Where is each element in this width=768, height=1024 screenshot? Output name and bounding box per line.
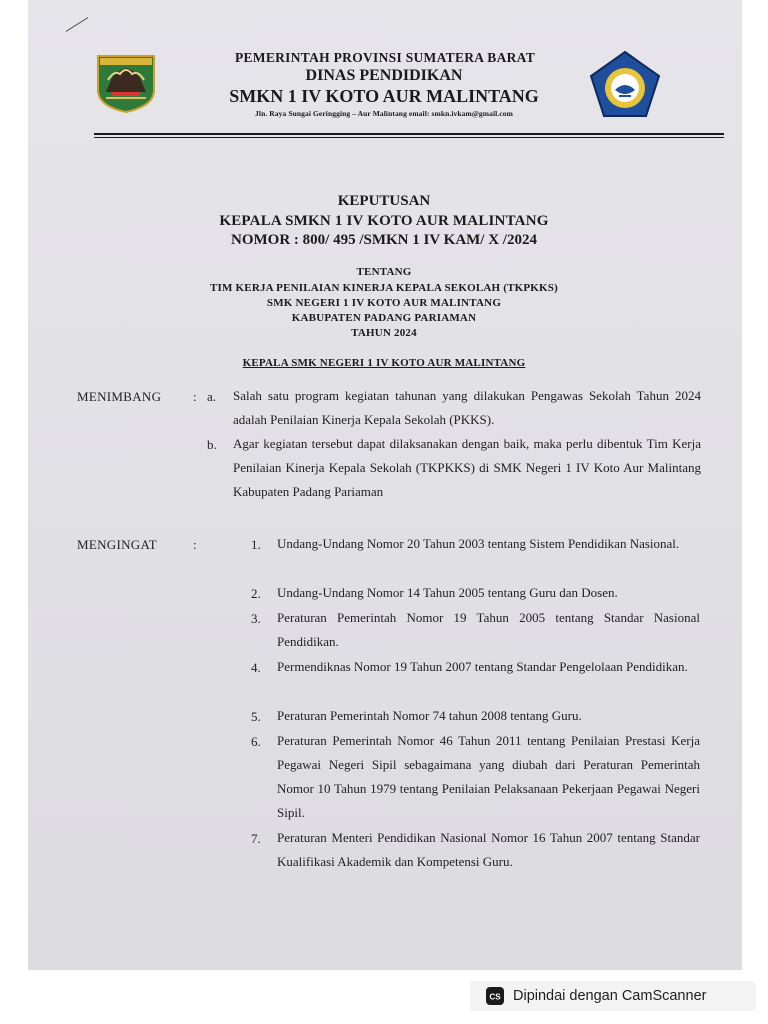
svg-text:CS: CS	[489, 992, 501, 1002]
mengingat-mark-4: 4.	[251, 660, 261, 675]
subject-year: TAHUN 2024	[351, 327, 417, 339]
mengingat-item-3: Peraturan Pemerintah Nomor 19 Tahun 2005 tentang Standar Nasional Pendidikan.	[277, 610, 700, 649]
menimbang-label: MENIMBANG	[77, 389, 162, 404]
letterhead-address: Jln. Raya Sungai Geringging – Aur Malintang email: smkn.ivkam@gmail.com	[255, 109, 513, 118]
letterhead	[0, 50, 768, 118]
mengingat-item-4: Permendiknas Nomor 19 Tahun 2007 tentang Standar Pengelolaan Pendidikan.	[277, 659, 688, 674]
mengingat-mark-7: 7.	[251, 831, 261, 846]
mengingat-item-2: Undang-Undang Nomor 14 Tahun 2005 tentang Guru dan Dosen.	[277, 585, 618, 600]
letterhead-government: PEMERINTAH PROVINSI SUMATERA BARAT	[234, 50, 536, 65]
mengingat-colon: :	[193, 537, 197, 552]
mengingat-item-7: Peraturan Menteri Pendidikan Nasional Nomor 16 Tahun 2007 tentang Standar Kualifikasi Akademik dan Kompetensi Guru.	[277, 830, 700, 869]
decree-number: NOMOR : 800/ 495 /SMKN 1 IV KAM/ X /2024	[231, 232, 537, 248]
mengingat-label: MENGINGAT	[77, 537, 157, 552]
mengingat-mark-5: 5.	[251, 709, 261, 724]
menimbang-item-a: Salah satu program kegiatan tahunan yang dilakukan Pengawas Sekolah Tahun 2024 adalah Penilaian Kinerja Kepala Sekolah (PKKS).	[233, 388, 701, 427]
menimbang-item-b: Agar kegiatan tersebut dapat dilaksanakan dengan baik, maka perlu dibentuk Tim Kerja Penilaian Kinerja Kepala Sekolah (TKPKKS) di SMK Negeri 1 IV Koto Aur Malintang Kabupaten Padang Pariaman	[233, 436, 701, 499]
scanner-watermark	[470, 981, 756, 1011]
watermark-text: Dipindai dengan CamScanner	[513, 988, 707, 1004]
mengingat-mark-3: 3.	[251, 611, 261, 626]
section-heading: KEPALA SMK NEGERI 1 IV KOTO AUR MALINTANG	[242, 357, 526, 369]
camscanner-icon	[486, 987, 504, 1005]
letterhead-department: DINAS PENDIDIKAN	[305, 67, 463, 84]
letterhead-rule-thin	[94, 137, 724, 138]
mengingat-item-5: Peraturan Pemerintah Nomor 74 tahun 2008 tentang Guru.	[277, 708, 582, 723]
pen-mark	[66, 17, 89, 32]
menimbang-mark-b: b.	[207, 437, 217, 452]
subject-regency: KABUPATEN PADANG PARIAMAN	[291, 312, 477, 324]
decree-title: KEPUTUSAN	[337, 193, 431, 209]
letterhead-school: SMKN 1 IV KOTO AUR MALINTANG	[229, 86, 539, 106]
menimbang-colon: :	[193, 389, 197, 404]
mengingat-mark-6: 6.	[251, 734, 261, 749]
letterhead-rule-thick	[94, 133, 724, 135]
subject-team: TIM KERJA PENILAIAN KINERJA KEPALA SEKOLAH (TKPKKS)	[210, 282, 558, 294]
mengingat-item-6: Peraturan Pemerintah Nomor 46 Tahun 2011 tentang Penilaian Prestasi Kerja Pegawai Negeri Sipil sebagaimana yang diubah dari Peraturan Pemerintah Nomor 10 Tahun 1979 tentang Penilaian Pelaksanaan Pekerjaan Pegawai Negeri Sipil.	[277, 733, 700, 820]
mengingat-mark-1: 1.	[251, 537, 261, 552]
menimbang-mark-a: a.	[207, 389, 217, 404]
subject-school: SMK NEGERI 1 IV KOTO AUR MALINTANG	[266, 297, 502, 309]
decree-issuer: KEPALA SMKN 1 IV KOTO AUR MALINTANG	[219, 213, 549, 229]
mengingat-mark-2: 2.	[251, 586, 261, 601]
mengingat-item-1: Undang-Undang Nomor 20 Tahun 2003 tentang Sistem Pendidikan Nasional.	[277, 536, 680, 551]
subject-tentang: TENTANG	[356, 266, 412, 278]
